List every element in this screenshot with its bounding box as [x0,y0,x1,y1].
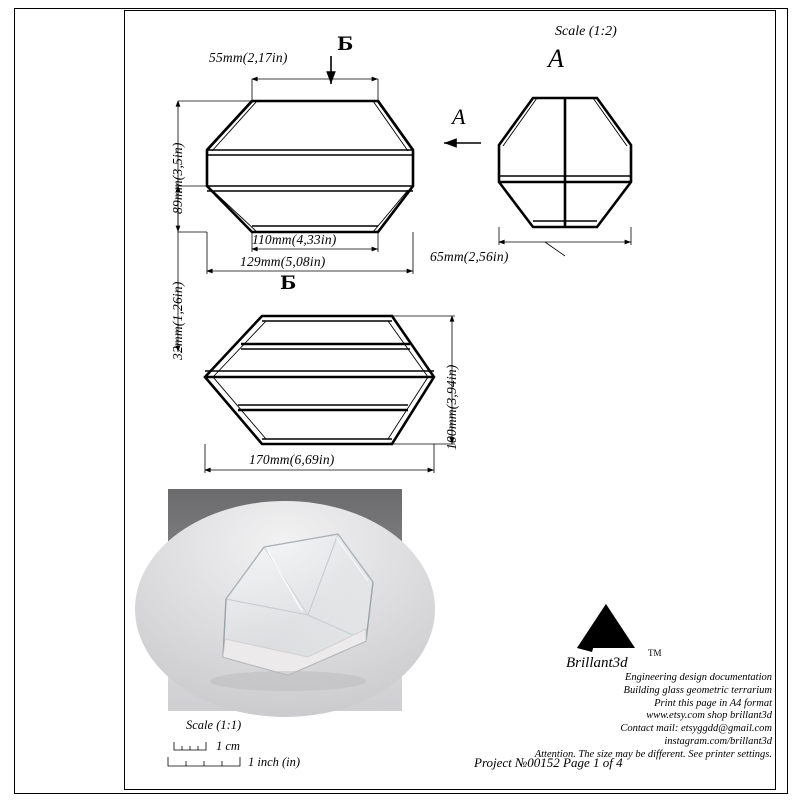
project-line: Project №00152 Page 1 of 4 [474,755,623,770]
dim-top-width: 170mm(6,69in) [249,452,335,467]
dim-front-base-height: 32mm(1,26in) [170,281,185,360]
side-view-letter: А [548,44,564,73]
scale-bar-label: Scale (1:1) [186,718,242,732]
dim-front-inner-width: 110mm(4,33in) [252,232,337,247]
section-mark-bottom: Б [280,272,297,294]
product-photo [168,489,402,711]
footer-line: Building glass geometric terrarium [623,684,772,696]
scale-bar-cm-label: 1 cm [216,739,240,753]
dim-front-outer-width: 129mm(5,08in) [240,254,326,269]
footer-line: Attention. The size may be different. See printer settings. [534,748,772,760]
footer-line: instagram.com/brillant3d [664,735,772,747]
section-mark-top: Б [337,33,354,55]
trademark-symbol: TM [648,648,662,658]
footer-line: www.etsy.com shop brillant3d [646,710,772,722]
footer-line: Engineering design documentation [625,672,772,683]
view-arrow-letter-a: А [452,104,466,129]
dim-top-depth: 100mm(3,94in) [444,364,459,450]
dim-front-top-width: 55mm(2,17in) [209,50,288,65]
brand-name: Brillant3d [566,655,628,671]
dim-side-width: 65mm(2,56in) [430,249,509,264]
scale-bar-inch-label: 1 inch (in) [248,755,301,769]
footer-block [472,672,772,762]
footer-line: Contact mail: etsyggdd@gmail.com [620,723,772,735]
dim-front-height: 89mm(3,5in) [170,142,185,214]
side-view-scale-label: Scale (1:2) [555,24,617,39]
footer-line: Print this page in A4 format [654,697,772,709]
